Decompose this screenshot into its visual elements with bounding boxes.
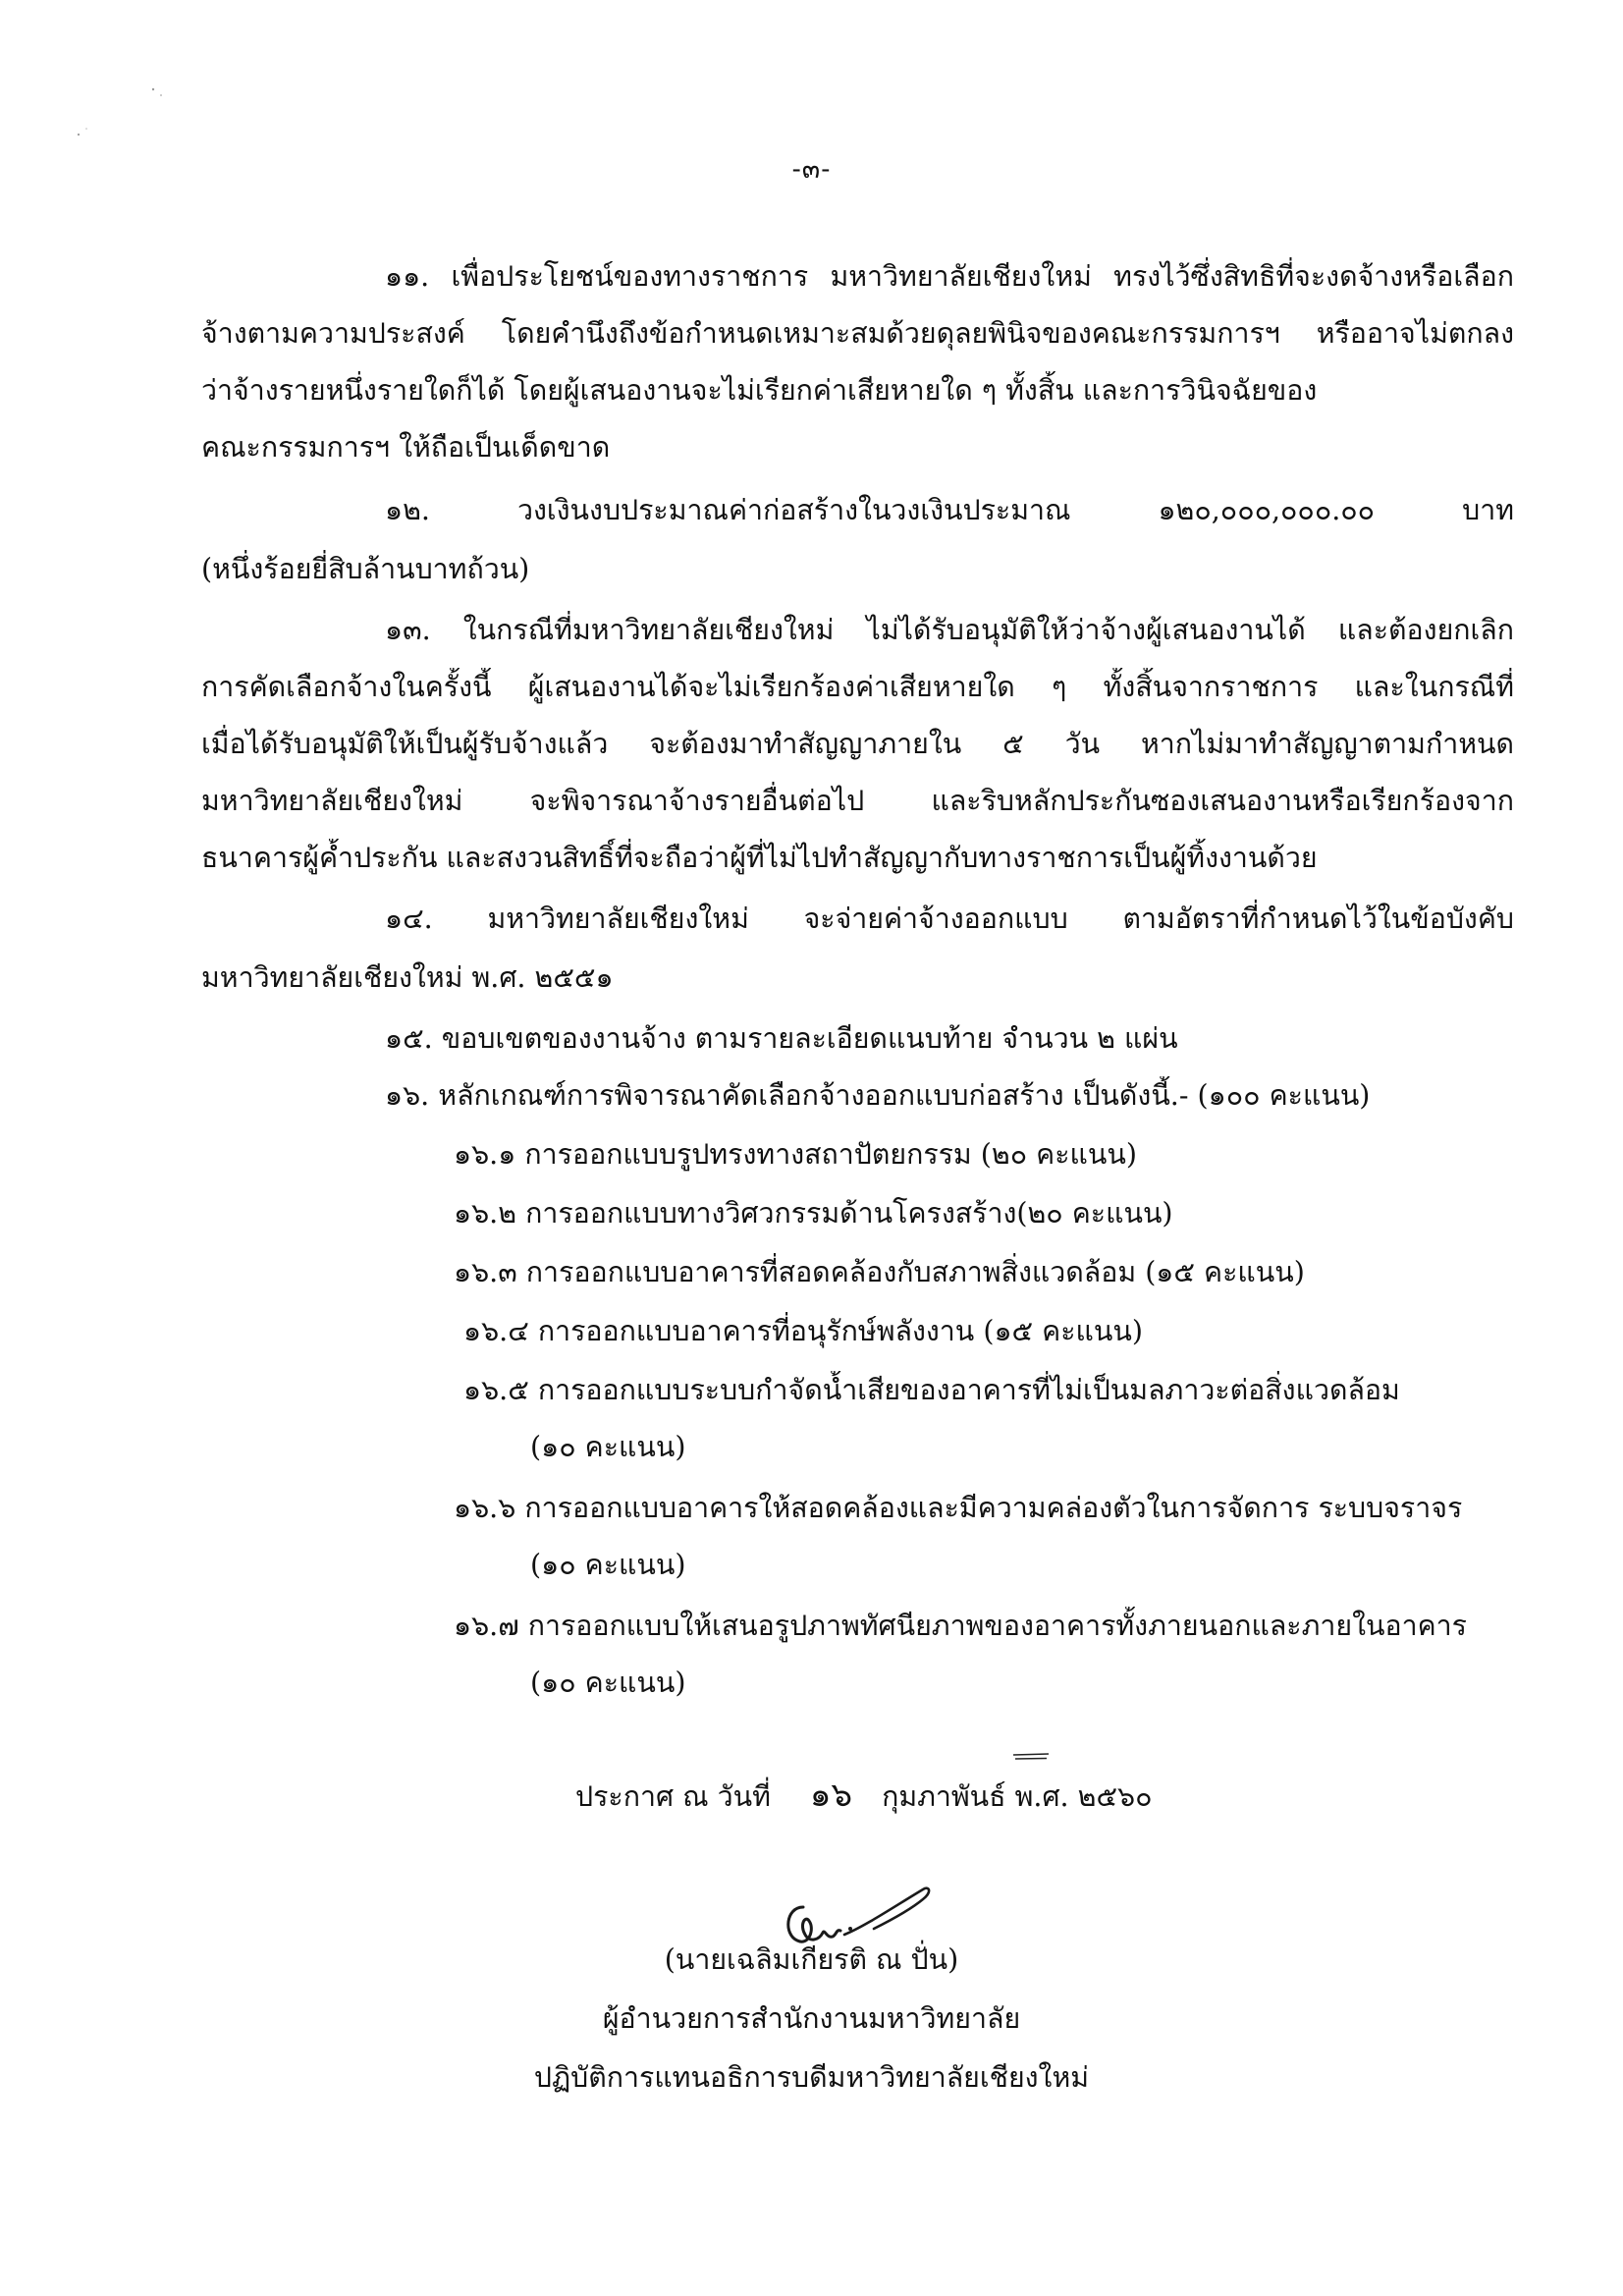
criterion-16-7: ๑๖.๗ การออกแบบให้เสนอรูปภาพทัศนียภาพของอาคารทั้งภายนอกและภายในอาคาร	[454, 1610, 1467, 1642]
announcement-date	[575, 1776, 1153, 1817]
paragraph-13-line-2: การคัดเลือกจ้างในครั้งนี้ ผู้เสนองานได้จะไม่เรียกร้องค่าเสียหายใด ๆ ทั้งสิ้นจากราชการ และในกรณีที่	[201, 671, 1514, 703]
criterion-16-6: ๑๖.๖ การออกแบบอาคารให้สอดคล้องและมีความคล่องตัวในการจัดการ ระบบจราจร	[454, 1492, 1463, 1524]
paragraph-11-line-4: คณะกรรมการฯ ให้ถือเป็นเด็ดขาด	[201, 431, 611, 464]
paragraph-13-line-3: เมื่อได้รับอนุมัติให้เป็นผู้รับจ้างแล้ว จะต้องมาทำสัญญาภายใน ๕ วัน หากไม่มาทำสัญญาตามกำหนด	[201, 728, 1514, 760]
paragraph-15: ๑๕. ขอบเขตของงานจ้าง ตามรายละเอียดแนบท้าย จำนวน ๒ แผ่น	[385, 1022, 1178, 1055]
criterion-16-5: ๑๖.๕ การออกแบบระบบกำจัดน้ำเสียของอาคารที่ไม่เป็นมลภาวะต่อสิ่งแวดล้อม	[463, 1374, 1400, 1406]
criterion-16-5-score: (๑๐ คะแนน)	[530, 1431, 686, 1463]
signatory-name: (นายเฉลิมเกียรติ ณ ปั่น)	[664, 1943, 959, 1976]
paragraph-11-line-1: ๑๑. เพื่อประโยชน์ของทางราชการ มหาวิทยาลัยเชียงใหม่ ทรงไว้ซึ่งสิทธิที่จะงดจ้างหรือเลือก	[385, 260, 1514, 293]
paragraph-13-line-5: ธนาคารผู้ค้ำประกัน และสงวนสิทธิ์ที่จะถือว่าผู้ที่ไม่ไปทำสัญญากับทางราชการเป็นผู้ทิ้งงานด้วย	[201, 842, 1318, 874]
criterion-16-7-score: (๑๐ คะแนน)	[530, 1667, 686, 1699]
announcement-prefix: ประกาศ ณ วันที่	[575, 1780, 771, 1813]
criterion-16-4: ๑๖.๔ การออกแบบอาคารที่อนุรักษ์พลังงาน (๑๕ คะแนน)	[463, 1315, 1144, 1347]
paragraph-14-line-2: มหาวิทยาลัยเชียงใหม่ พ.ศ. ๒๕๕๑	[201, 961, 614, 994]
scan-specks	[59, 83, 177, 152]
paragraph-11-line-3: ว่าจ้างรายหนึ่งรายใดก็ได้ โดยผู้เสนองานจะไม่เรียกค่าเสียหายใด ๆ ทั้งสิ้น และการวินิจฉัยของ	[201, 374, 1318, 407]
criterion-16-2: ๑๖.๒ การออกแบบทางวิศวกรรมด้านโครงสร้าง(๒๐ คะแนน)	[454, 1197, 1173, 1230]
announcement-month-year: กุมภาพันธ์ พ.ศ. ๒๕๖๐	[882, 1780, 1153, 1813]
criterion-16-1: ๑๖.๑ การออกแบบรูปทรงทางสถาปัตยกรรม (๒๐ คะแนน)	[454, 1138, 1137, 1171]
signatory-acting: ปฏิบัติการแทนอธิการบดีมหาวิทยาลัยเชียงใหม่	[533, 2061, 1090, 2094]
page-number: -๓-	[791, 154, 832, 185]
paragraph-12-line-1: ๑๒. วงเงินงบประมาณค่าก่อสร้างในวงเงินประมาณ ๑๒๐,๐๐๐,๐๐๐.๐๐ บาท	[385, 494, 1514, 526]
criterion-16-3: ๑๖.๓ การออกแบบอาคารที่สอดคล้องกับสภาพสิ่งแวดล้อม (๑๕ คะแนน)	[454, 1256, 1305, 1288]
paragraph-12-line-2: (หนึ่งร้อยยี่สิบล้านบาทถ้วน)	[201, 553, 530, 585]
signatory-position: ผู้อำนวยการสำนักงานมหาวิทยาลัย	[602, 2002, 1021, 2035]
paragraph-16: ๑๖. หลักเกณฑ์การพิจารณาคัดเลือกจ้างออกแบบก่อสร้าง เป็นดังนี้.- (๑๐๐ คะแนน)	[385, 1079, 1371, 1112]
criterion-16-6-score: (๑๐ คะแนน)	[530, 1549, 686, 1581]
handwritten-date-mark	[1011, 1752, 1051, 1762]
paragraph-13-line-1: ๑๓. ในกรณีที่มหาวิทยาลัยเชียงใหม่ ไม่ได้รับอนุมัติให้ว่าจ้างผู้เสนองานได้ และต้องยกเลิก	[385, 614, 1514, 646]
paragraph-14-line-1: ๑๔. มหาวิทยาลัยเชียงใหม่ จะจ่ายค่าจ้างออกแบบ ตามอัตราที่กำหนดไว้ในข้อบังคับ	[385, 902, 1514, 935]
announcement-day: ๑๖	[809, 1776, 853, 1815]
paragraph-11-line-2: จ้างตามความประสงค์ โดยคำนึงถึงข้อกำหนดเหมาะสมด้วยดุลยพินิจของคณะกรรมการฯ หรืออาจไม่ตกลง	[201, 317, 1514, 350]
paragraph-13-line-4: มหาวิทยาลัยเชียงใหม่ จะพิจารณาจ้างรายอื่นต่อไป และริบหลักประกันซองเสนองานหรือเรียกร้องจาก	[201, 785, 1514, 817]
